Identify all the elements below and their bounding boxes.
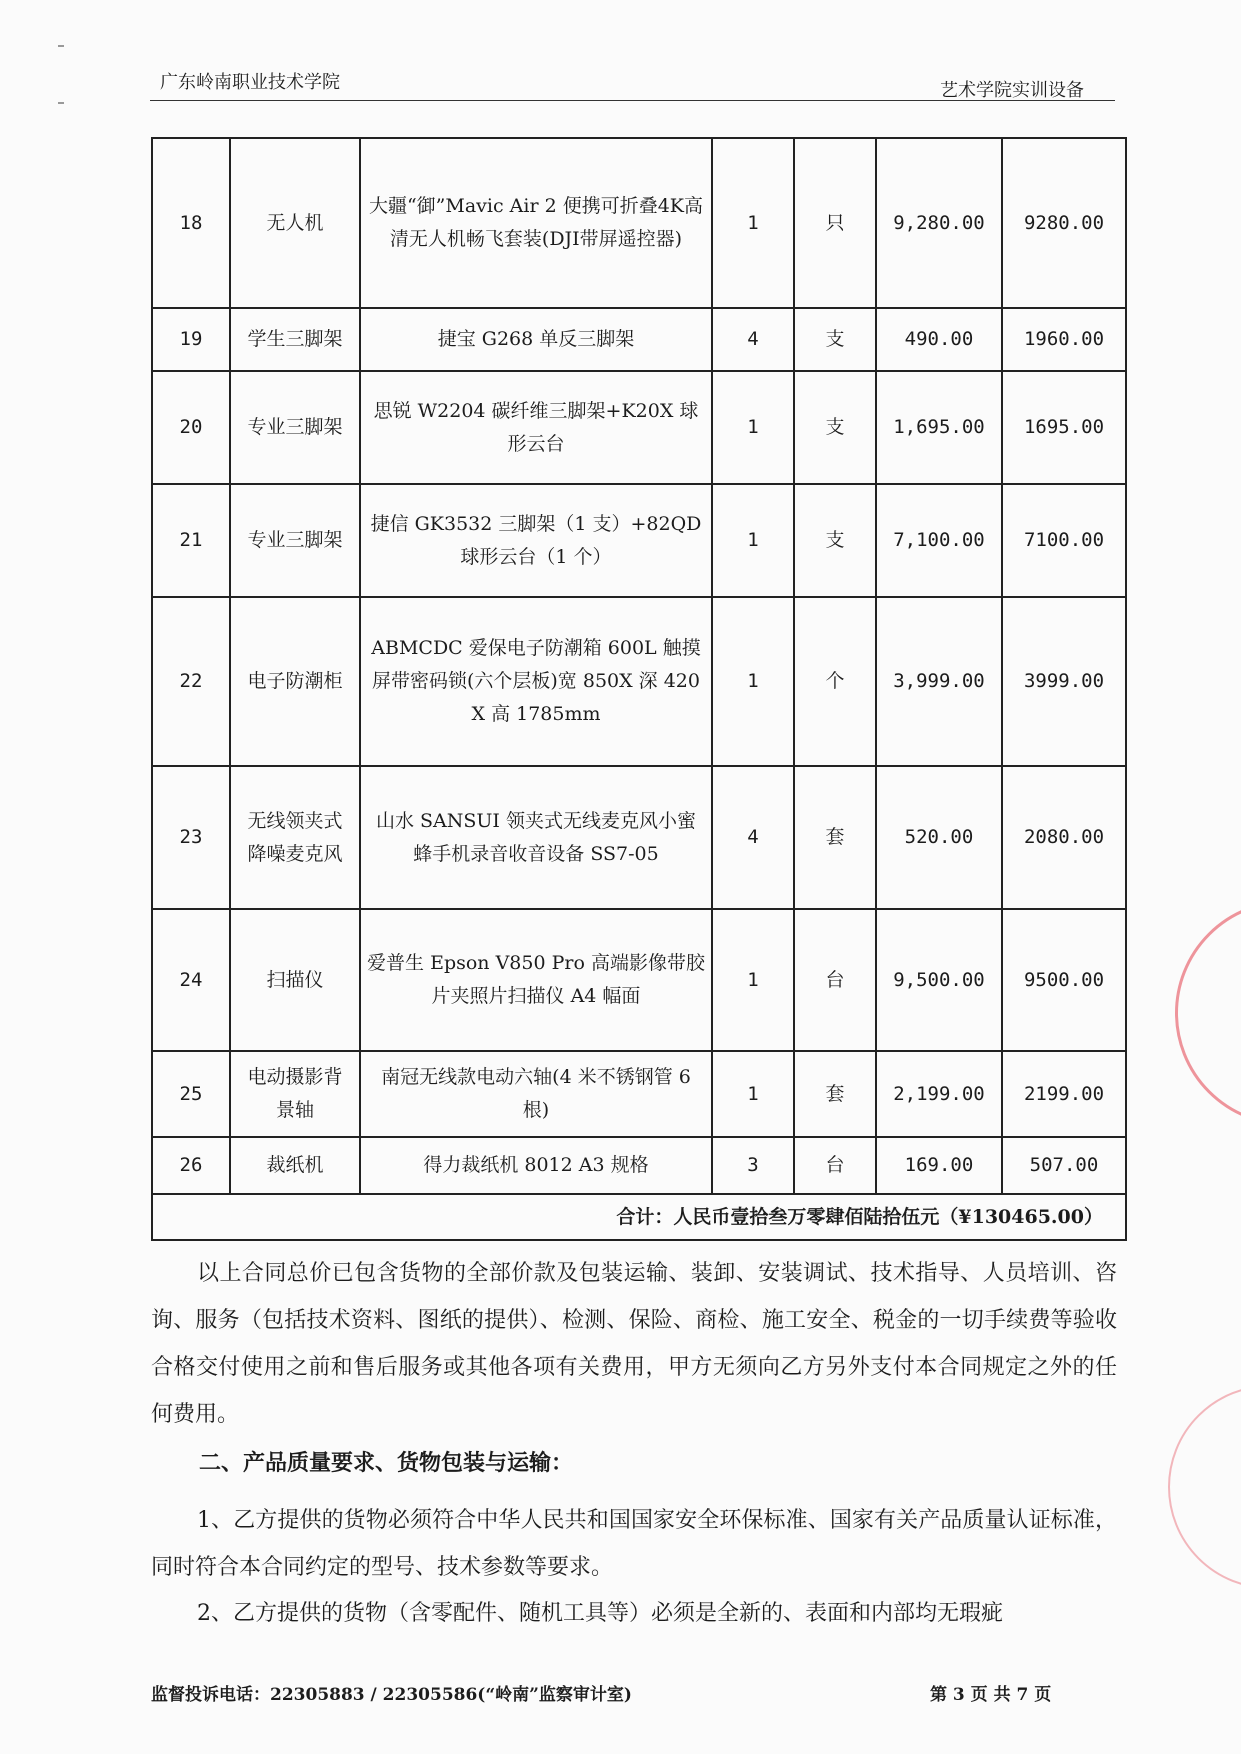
item-amount: 3999.00 [1002, 597, 1126, 766]
item-quantity: 1 [712, 138, 794, 308]
item-spec: 得力裁纸机 8012 A3 规格 [360, 1137, 712, 1194]
scan-marks [58, 45, 68, 135]
item-number: 23 [152, 766, 230, 909]
item-spec: 山水 SANSUI 领夹式无线麦克风小蜜蜂手机录音收音设备 SS7-05 [360, 766, 712, 909]
item-amount: 9280.00 [1002, 138, 1126, 308]
item-amount: 507.00 [1002, 1137, 1126, 1194]
table-row [152, 597, 1126, 766]
total-row [152, 1194, 1126, 1240]
item-unit-price: 490.00 [876, 308, 1002, 371]
item-number: 18 [152, 138, 230, 308]
item-quantity: 1 [712, 1051, 794, 1137]
item-unit-price: 1,695.00 [876, 371, 1002, 484]
table-row [152, 371, 1126, 484]
item-unit: 套 [794, 766, 876, 909]
footer-page-number: 第 3 页 共 7 页 [930, 1685, 1052, 1705]
item-spec: 大疆“御”Mavic Air 2 便携可折叠4K高清无人机畅飞套装(DJI带屏遥控器) [360, 138, 712, 308]
paragraph-price-inclusions: 以上合同总价已包含货物的全部价款及包装运输、装卸、安装调试、技术指导、人员培训、咨询、服务（包括技术资料、图纸的提供）、检测、保险、商检、施工安全、税金的一切手续费等验收合格交付使用之前和售后服务或其他各项有关费用，甲方无须向乙方另外支付本合同规定之外的任何费用。 [151, 1261, 1117, 1427]
item-unit-price: 7,100.00 [876, 484, 1002, 597]
table-row [152, 138, 1126, 308]
item-amount: 7100.00 [1002, 484, 1126, 597]
item-quantity: 1 [712, 909, 794, 1051]
item-number: 19 [152, 308, 230, 371]
item-quantity: 1 [712, 484, 794, 597]
item-unit: 个 [794, 597, 876, 766]
item-name: 无线领夹式降噪麦克风 [230, 766, 360, 909]
item-name: 裁纸机 [230, 1137, 360, 1194]
item-number: 20 [152, 371, 230, 484]
item-spec: 南冠无线款电动六轴(4 米不锈钢管 6 根) [360, 1051, 712, 1137]
table-row [152, 1051, 1126, 1137]
item-unit-price: 2,199.00 [876, 1051, 1002, 1137]
item-amount: 2199.00 [1002, 1051, 1126, 1137]
item-name: 扫描仪 [230, 909, 360, 1051]
item-number: 21 [152, 484, 230, 597]
header-section: 艺术学院实训设备 [940, 80, 1084, 101]
item-quantity: 1 [712, 371, 794, 484]
section-heading-quality: 二、产品质量要求、货物包装与运输： [199, 1450, 574, 1476]
item-quantity: 3 [712, 1137, 794, 1194]
item-spec: 捷宝 G268 单反三脚架 [360, 308, 712, 371]
item-amount: 1695.00 [1002, 371, 1126, 484]
item-unit: 支 [794, 371, 876, 484]
item-spec: 捷信 GK3532 三脚架（1 支）+82QD 球形云台（1 个） [360, 484, 712, 597]
item-unit: 支 [794, 308, 876, 371]
item-name: 电动摄影背景轴 [230, 1051, 360, 1137]
item-unit-price: 520.00 [876, 766, 1002, 909]
item-unit-price: 9,280.00 [876, 138, 1002, 308]
header-divider [150, 100, 1115, 101]
company-seal-stamp [1168, 1385, 1241, 1589]
item-quantity: 4 [712, 308, 794, 371]
table-row [152, 909, 1126, 1051]
equipment-table [151, 137, 1127, 1241]
official-seal-stamp [1175, 900, 1241, 1126]
item-quantity: 4 [712, 766, 794, 909]
item-name: 无人机 [230, 138, 360, 308]
grand-total: 合计：人民币壹拾叁万零肆佰陆拾伍元（¥130465.00） [152, 1194, 1126, 1240]
item-number: 24 [152, 909, 230, 1051]
item-name: 专业三脚架 [230, 371, 360, 484]
table-row [152, 1137, 1126, 1194]
paragraph-goods-new: 2、乙方提供的货物（含零配件、随机工具等）必须是全新的、表面和内部均无瑕疵 [197, 1601, 1003, 1626]
item-unit-price: 9,500.00 [876, 909, 1002, 1051]
item-unit-price: 169.00 [876, 1137, 1002, 1194]
item-name: 学生三脚架 [230, 308, 360, 371]
item-amount: 1960.00 [1002, 308, 1126, 371]
item-name: 电子防潮柜 [230, 597, 360, 766]
item-quantity: 1 [712, 597, 794, 766]
item-unit: 支 [794, 484, 876, 597]
table-row [152, 766, 1126, 909]
item-spec: ABMCDC 爱保电子防潮箱 600L 触摸屏带密码锁(六个层板)宽 850X 深 420X 高 1785mm [360, 597, 712, 766]
item-spec: 爱普生 Epson V850 Pro 高端影像带胶片夹照片扫描仪 A4 幅面 [360, 909, 712, 1051]
item-unit-price: 3,999.00 [876, 597, 1002, 766]
item-number: 25 [152, 1051, 230, 1137]
item-unit: 台 [794, 909, 876, 1051]
table-row [152, 484, 1126, 597]
item-unit: 台 [794, 1137, 876, 1194]
header-institution: 广东岭南职业技术学院 [160, 72, 340, 93]
paragraph-quality-standards: 1、乙方提供的货物必须符合中华人民共和国国家安全环保标准、国家有关产品质量认证标准，同时符合本合同约定的型号、技术参数等要求。 [151, 1508, 1117, 1580]
footer-complaint-phone: 监督投诉电话：22305883 / 22305586(“岭南”监察审计室) [151, 1685, 632, 1705]
item-spec: 思锐 W2204 碳纤维三脚架+K20X 球形云台 [360, 371, 712, 484]
item-amount: 9500.00 [1002, 909, 1126, 1051]
item-amount: 2080.00 [1002, 766, 1126, 909]
item-number: 26 [152, 1137, 230, 1194]
item-name: 专业三脚架 [230, 484, 360, 597]
item-unit: 只 [794, 138, 876, 308]
table-row [152, 308, 1126, 371]
item-number: 22 [152, 597, 230, 766]
item-unit: 套 [794, 1051, 876, 1137]
